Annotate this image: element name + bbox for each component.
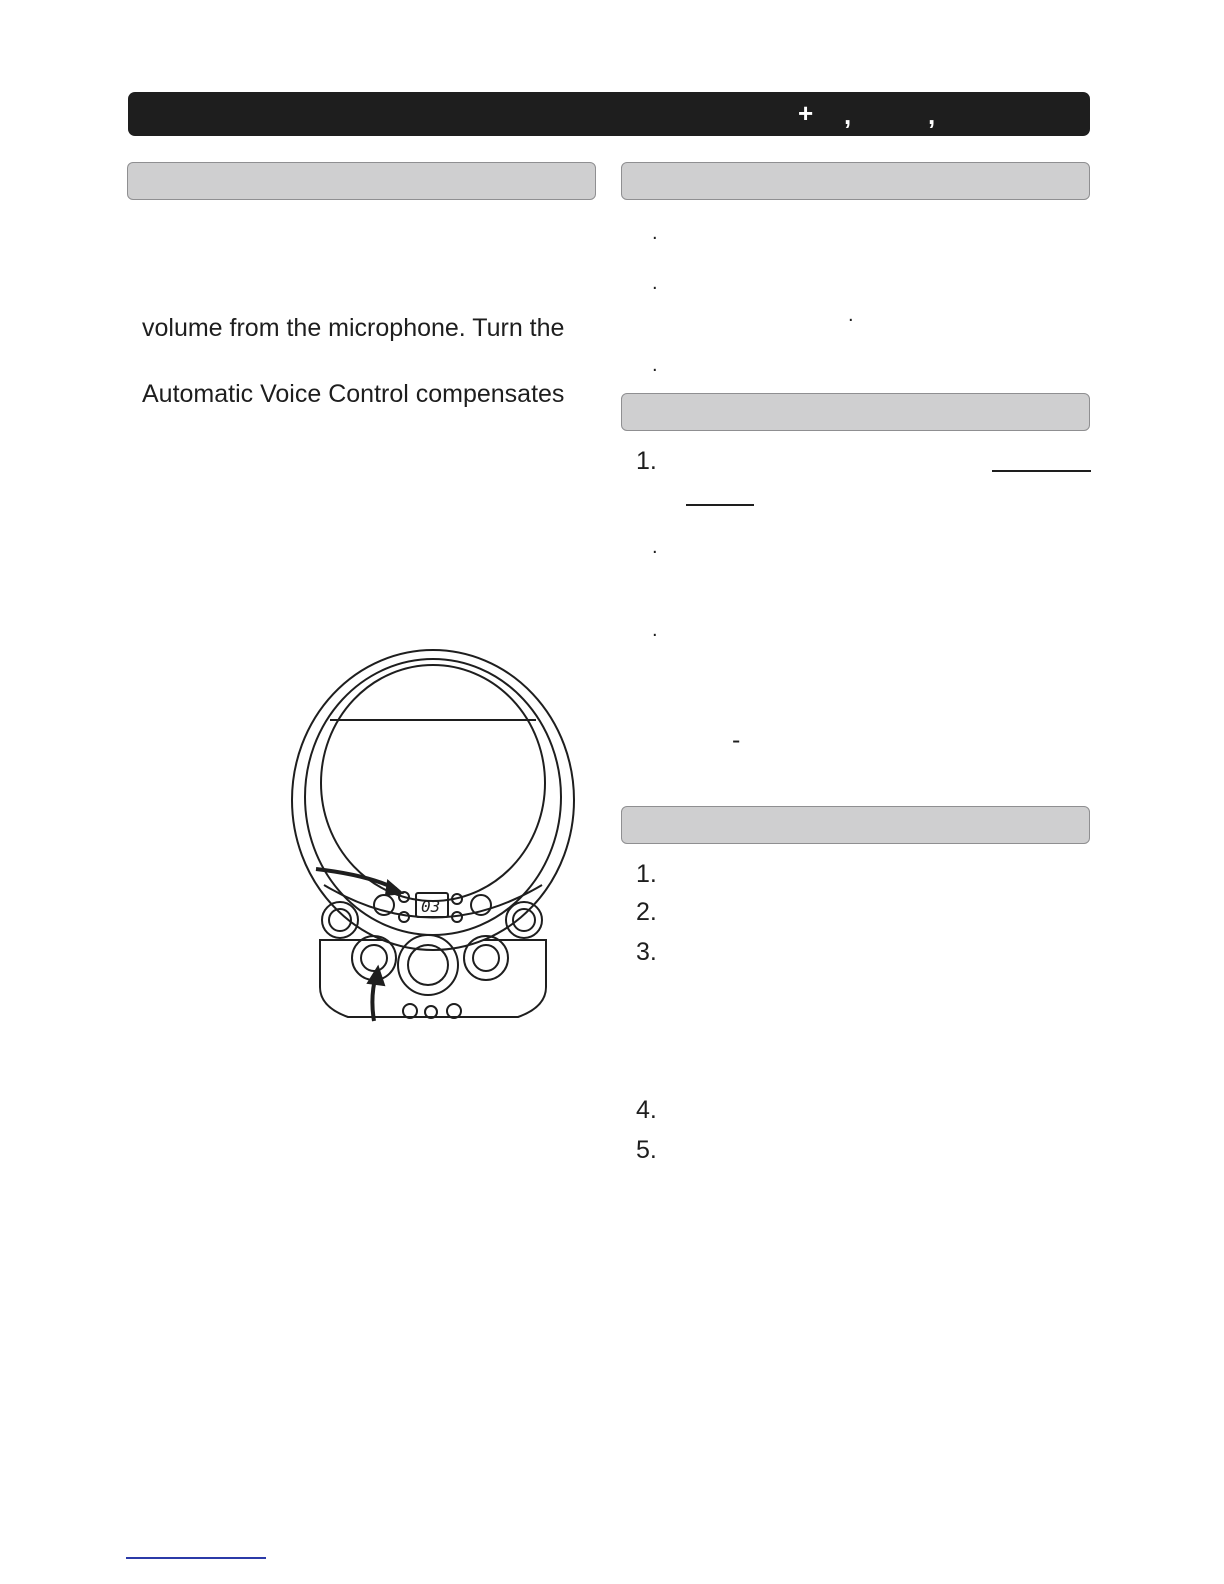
underline (686, 504, 754, 506)
bullet-dot: . (652, 619, 658, 641)
bullet-dot: . (848, 304, 854, 326)
title-plus: + (798, 98, 814, 128)
karaoke-machine-illustration (288, 645, 578, 1030)
step-number: 4. (636, 1096, 657, 1124)
paragraph-line: volume from the microphone. Turn the (142, 314, 565, 342)
step-number: 1. (636, 447, 657, 475)
step-number: 2. (636, 898, 657, 926)
title-comma: , (844, 100, 852, 130)
page-title-bar (128, 92, 1090, 136)
underline (992, 470, 1091, 472)
title-comma: , (928, 100, 936, 130)
display-readout: 03 (421, 897, 441, 916)
step-number: 5. (636, 1136, 657, 1164)
bullet-dot: . (652, 222, 658, 244)
bullet-dot: . (652, 536, 658, 558)
section-header-right-1 (621, 162, 1090, 200)
step-number: 1. (636, 860, 657, 888)
bullet-dot: . (652, 272, 658, 294)
step-number: 3. (636, 938, 657, 966)
bullet-dot: . (652, 354, 658, 376)
section-header-right-3 (621, 806, 1090, 844)
section-header-left (127, 162, 596, 200)
paragraph-line: Automatic Voice Control compensates (142, 380, 565, 408)
dash-mark: - (732, 726, 741, 754)
section-header-right-2 (621, 393, 1090, 431)
footer-link-underline[interactable] (126, 1557, 266, 1559)
